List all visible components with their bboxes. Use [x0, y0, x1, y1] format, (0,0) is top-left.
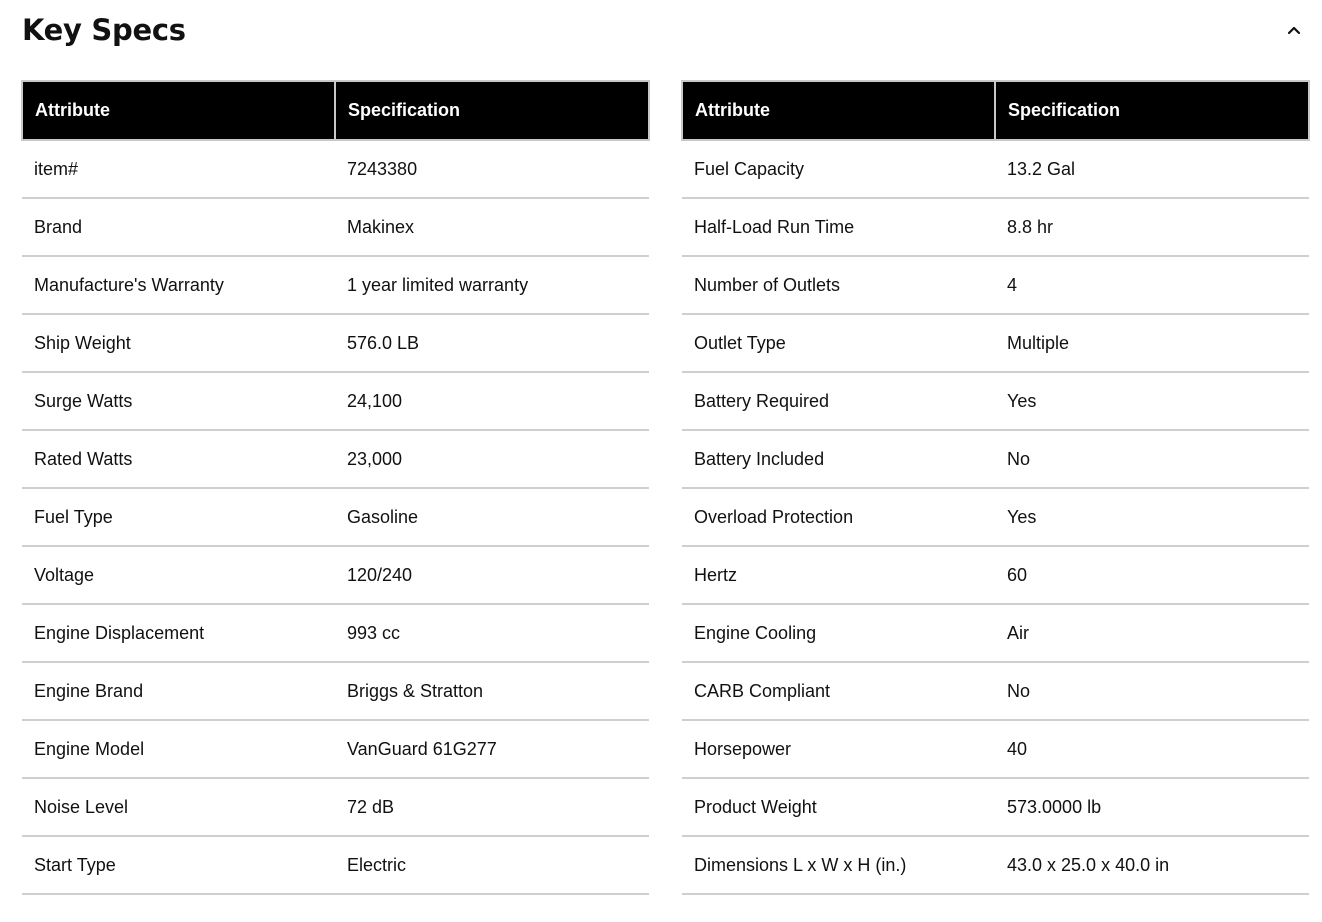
table-row [682, 778, 1309, 836]
column-header-specification: Specification [335, 81, 649, 140]
table-header-row [22, 81, 649, 140]
specification-cell: 24,100 [335, 372, 649, 430]
chevron-up-icon [1286, 22, 1302, 38]
attribute-cell: Engine Cooling [682, 604, 995, 662]
table-row [22, 430, 649, 488]
table-row [682, 604, 1309, 662]
attribute-cell: Engine Model [22, 720, 335, 778]
table-row [22, 778, 649, 836]
specification-cell: 72 dB [335, 778, 649, 836]
table-row [682, 546, 1309, 604]
specification-cell: No [995, 430, 1309, 488]
specification-cell: Gasoline [335, 488, 649, 546]
attribute-cell: Engine Displacement [22, 604, 335, 662]
specification-cell: 573.0000 lb [995, 778, 1309, 836]
table-row [22, 604, 649, 662]
table-row [22, 140, 649, 198]
attribute-cell: Manufacture's Warranty [22, 256, 335, 314]
specification-cell: 7243380 [335, 140, 649, 198]
table-row [682, 372, 1309, 430]
specification-cell: 1 year limited warranty [335, 256, 649, 314]
attribute-cell: CARB Compliant [682, 662, 995, 720]
table-header-row [682, 81, 1309, 140]
column-header-attribute: Attribute [22, 81, 335, 140]
table-row [682, 488, 1309, 546]
specification-cell: 120/240 [335, 546, 649, 604]
table-row [22, 488, 649, 546]
table-row [682, 430, 1309, 488]
table-row [682, 314, 1309, 372]
table-row [682, 836, 1309, 894]
specification-cell: Yes [995, 372, 1309, 430]
specification-cell: 60 [995, 546, 1309, 604]
attribute-cell: Hertz [682, 546, 995, 604]
attribute-cell: Battery Required [682, 372, 995, 430]
specification-cell: VanGuard 61G277 [335, 720, 649, 778]
specification-cell: 993 cc [335, 604, 649, 662]
specification-cell: 13.2 Gal [995, 140, 1309, 198]
specification-cell: 43.0 x 25.0 x 40.0 in [995, 836, 1309, 894]
specs-table-right [681, 80, 1310, 895]
specification-cell: Multiple [995, 314, 1309, 372]
attribute-cell: Surge Watts [22, 372, 335, 430]
specification-cell: Makinex [335, 198, 649, 256]
attribute-cell: Battery Included [682, 430, 995, 488]
attribute-cell: Ship Weight [22, 314, 335, 372]
attribute-cell: Brand [22, 198, 335, 256]
attribute-cell: Voltage [22, 546, 335, 604]
specification-cell: No [995, 662, 1309, 720]
column-header-specification: Specification [995, 81, 1309, 140]
specification-cell: Air [995, 604, 1309, 662]
attribute-cell: Number of Outlets [682, 256, 995, 314]
attribute-cell: Outlet Type [682, 314, 995, 372]
table-row [682, 662, 1309, 720]
specification-cell: 40 [995, 720, 1309, 778]
table-row [682, 720, 1309, 778]
attribute-cell: Start Type [22, 836, 335, 894]
attribute-cell: Fuel Capacity [682, 140, 995, 198]
table-row [22, 836, 649, 894]
attribute-cell: Noise Level [22, 778, 335, 836]
attribute-cell: Engine Brand [22, 662, 335, 720]
table-row [22, 720, 649, 778]
attribute-cell: Half-Load Run Time [682, 198, 995, 256]
table-row [22, 372, 649, 430]
attribute-cell: Horsepower [682, 720, 995, 778]
table-row [682, 140, 1309, 198]
specification-cell: Briggs & Stratton [335, 662, 649, 720]
table-row [22, 198, 649, 256]
specification-cell: Electric [335, 836, 649, 894]
section-title: Key Specs [22, 13, 186, 47]
specs-table-body [682, 140, 1309, 894]
key-specs-header [22, 0, 1308, 62]
attribute-cell: item# [22, 140, 335, 198]
table-row [682, 198, 1309, 256]
specification-cell: 23,000 [335, 430, 649, 488]
specs-table-left [21, 80, 650, 895]
specs-table-body [22, 140, 649, 894]
specification-cell: 8.8 hr [995, 198, 1309, 256]
attribute-cell: Overload Protection [682, 488, 995, 546]
table-row [682, 256, 1309, 314]
attribute-cell: Dimensions L x W x H (in.) [682, 836, 995, 894]
collapse-button[interactable] [1280, 16, 1308, 44]
attribute-cell: Product Weight [682, 778, 995, 836]
table-row [22, 256, 649, 314]
table-row [22, 314, 649, 372]
specification-cell: 4 [995, 256, 1309, 314]
table-row [22, 662, 649, 720]
specification-cell: Yes [995, 488, 1309, 546]
attribute-cell: Fuel Type [22, 488, 335, 546]
specification-cell: 576.0 LB [335, 314, 649, 372]
attribute-cell: Rated Watts [22, 430, 335, 488]
column-header-attribute: Attribute [682, 81, 995, 140]
table-row [22, 546, 649, 604]
